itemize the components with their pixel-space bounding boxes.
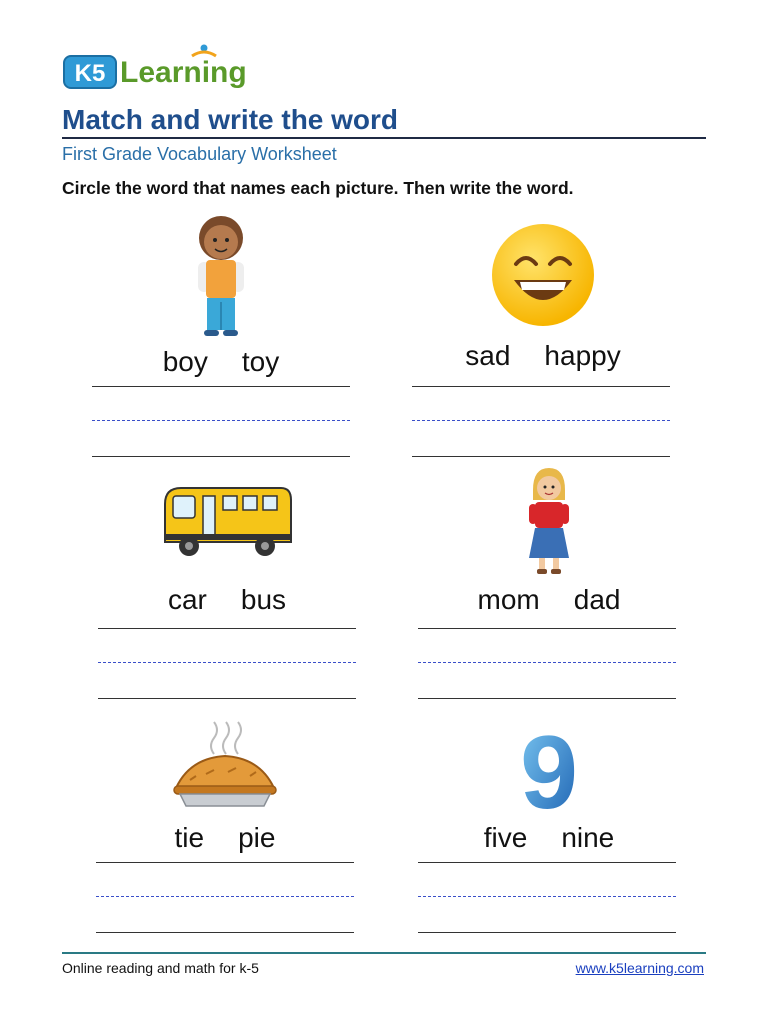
footer-tagline: Online reading and math for k-5 xyxy=(62,960,259,976)
write-line-bottom xyxy=(418,698,676,699)
write-line-bottom xyxy=(96,932,354,933)
item-happy xyxy=(408,208,678,448)
write-line-bottom xyxy=(418,932,676,933)
svg-text:K5: K5 xyxy=(74,60,106,87)
item-nine xyxy=(414,716,684,956)
write-line-middle xyxy=(418,662,676,663)
svg-text:Learning: Learning xyxy=(120,56,247,89)
nine-digit-icon xyxy=(504,716,594,816)
write-line-top xyxy=(418,862,676,863)
bus-icon xyxy=(159,482,295,562)
svg-text:9: 9 xyxy=(520,716,578,816)
write-line-top xyxy=(98,628,356,629)
write-line-top xyxy=(418,628,676,629)
write-line-middle xyxy=(412,420,670,421)
word-choice[interactable]: boy xyxy=(162,346,208,377)
word-choice[interactable]: toy xyxy=(241,346,280,377)
write-line-middle xyxy=(98,662,356,663)
write-line-bottom xyxy=(412,456,670,457)
page-title: Match and write the word xyxy=(62,104,399,135)
k5-learning-logo xyxy=(62,42,252,92)
word-choice[interactable]: dad xyxy=(573,584,621,615)
footer-divider xyxy=(62,952,706,954)
title-divider xyxy=(62,137,706,139)
happy-face-icon xyxy=(490,222,596,328)
write-line-middle xyxy=(418,896,676,897)
word-choice[interactable]: five xyxy=(483,822,528,853)
item-pie xyxy=(90,716,360,956)
mom-icon xyxy=(519,466,579,576)
word-choices xyxy=(92,584,362,616)
word-choices xyxy=(86,346,356,378)
word-choices xyxy=(414,584,684,616)
item-mom xyxy=(414,466,684,706)
word-choice[interactable]: tie xyxy=(174,822,205,853)
write-line-middle xyxy=(92,420,350,421)
boy-icon xyxy=(176,210,266,340)
word-choice[interactable]: mom xyxy=(477,584,540,615)
write-line-top xyxy=(412,386,670,387)
instructions: Circle the word that names each picture. Then write the word. xyxy=(62,178,574,198)
write-line-middle xyxy=(96,896,354,897)
pie-icon xyxy=(170,720,280,812)
item-boy xyxy=(86,208,356,448)
word-choice[interactable]: bus xyxy=(240,584,287,615)
word-choice[interactable]: nine xyxy=(561,822,615,853)
word-choice[interactable]: pie xyxy=(238,822,276,853)
word-choices xyxy=(90,822,360,854)
page-subtitle: First Grade Vocabulary Worksheet xyxy=(62,144,337,164)
write-line-bottom xyxy=(92,456,350,457)
write-line-bottom xyxy=(98,698,356,699)
word-choices xyxy=(414,822,684,854)
word-choice[interactable]: happy xyxy=(544,340,621,371)
word-choice[interactable]: sad xyxy=(465,340,511,371)
item-bus xyxy=(92,478,362,718)
write-line-top xyxy=(96,862,354,863)
write-line-top xyxy=(92,386,350,387)
footer-website-link[interactable]: www.k5learning.com xyxy=(575,960,704,976)
word-choice[interactable]: car xyxy=(167,584,207,615)
word-choices xyxy=(408,340,678,372)
